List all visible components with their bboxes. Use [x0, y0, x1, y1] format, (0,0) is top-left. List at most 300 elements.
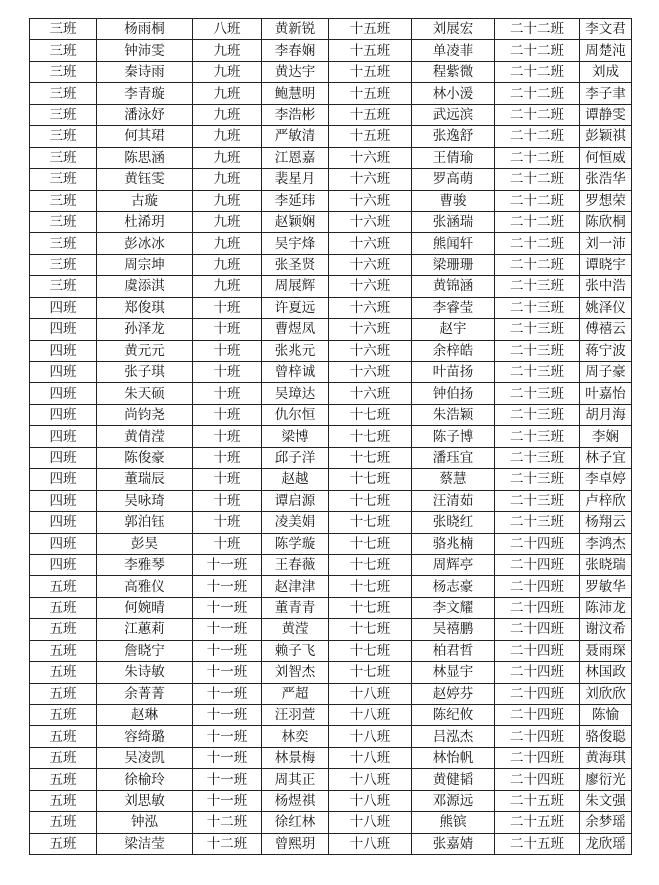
class-cell: 二十二班 — [495, 40, 580, 61]
class-cell: 十班 — [193, 447, 262, 468]
class-cell: 十六班 — [329, 169, 412, 190]
class-cell: 十班 — [193, 340, 262, 361]
class-cell: 二十二班 — [495, 211, 580, 232]
class-cell: 十七班 — [329, 447, 412, 468]
class-cell: 二十三班 — [495, 319, 580, 340]
student-cell: 李春娴 — [262, 40, 329, 61]
student-cell: 严敏清 — [262, 126, 329, 147]
class-cell: 十五班 — [329, 40, 412, 61]
student-cell: 陈愉 — [580, 705, 632, 726]
class-cell: 十一班 — [193, 640, 262, 661]
student-cell: 李青璇 — [97, 83, 193, 104]
class-cell: 五班 — [30, 790, 97, 811]
class-cell: 十七班 — [329, 512, 412, 533]
class-cell: 十五班 — [329, 104, 412, 125]
student-cell: 余梓皓 — [412, 340, 495, 361]
class-cell: 二十二班 — [495, 19, 580, 40]
student-cell: 骆兆楠 — [412, 533, 495, 554]
student-cell: 赖子飞 — [262, 640, 329, 661]
class-cell: 九班 — [193, 211, 262, 232]
table-row — [30, 104, 632, 125]
student-cell: 张逸舒 — [412, 126, 495, 147]
student-cell: 郑俊琪 — [97, 297, 193, 318]
student-cell: 杨志豪 — [412, 576, 495, 597]
class-cell: 十八班 — [329, 812, 412, 833]
student-cell: 王倩瑜 — [412, 147, 495, 168]
class-cell: 十五班 — [329, 83, 412, 104]
class-cell: 四班 — [30, 362, 97, 383]
student-cell: 黄新锐 — [262, 19, 329, 40]
class-cell: 二十四班 — [495, 705, 580, 726]
student-cell: 谭晓宇 — [580, 254, 632, 275]
student-cell: 林子宜 — [580, 447, 632, 468]
class-cell: 二十二班 — [495, 233, 580, 254]
class-cell: 十六班 — [329, 147, 412, 168]
class-cell: 二十二班 — [495, 147, 580, 168]
student-cell: 吴凌凯 — [97, 747, 193, 768]
student-cell: 曾梓诚 — [262, 362, 329, 383]
table-row — [30, 147, 632, 168]
student-cell: 陈思涵 — [97, 147, 193, 168]
class-cell: 十二班 — [193, 833, 262, 854]
student-cell: 朱浩颖 — [412, 404, 495, 425]
class-cell: 五班 — [30, 833, 97, 854]
roster-sheet — [29, 18, 631, 855]
class-cell: 十班 — [193, 469, 262, 490]
class-cell: 十八班 — [329, 790, 412, 811]
class-cell: 二十四班 — [495, 554, 580, 575]
table-row — [30, 833, 632, 854]
class-cell: 二十四班 — [495, 640, 580, 661]
class-cell: 二十二班 — [495, 254, 580, 275]
table-row — [30, 619, 632, 640]
class-cell: 三班 — [30, 169, 97, 190]
table-row — [30, 490, 632, 511]
class-cell: 五班 — [30, 769, 97, 790]
class-cell: 二十三班 — [495, 362, 580, 383]
class-cell: 十六班 — [329, 211, 412, 232]
class-cell: 十五班 — [329, 61, 412, 82]
student-cell: 张圣贤 — [262, 254, 329, 275]
class-cell: 二十四班 — [495, 769, 580, 790]
student-cell: 林国政 — [580, 662, 632, 683]
student-cell: 刘展宏 — [412, 19, 495, 40]
class-cell: 十七班 — [329, 576, 412, 597]
table-row — [30, 554, 632, 575]
class-cell: 二十三班 — [495, 512, 580, 533]
table-row — [30, 190, 632, 211]
table-row — [30, 19, 632, 40]
table-row — [30, 40, 632, 61]
student-cell: 高雅仪 — [97, 576, 193, 597]
class-cell: 十一班 — [193, 683, 262, 704]
class-cell: 九班 — [193, 61, 262, 82]
student-cell: 潘泳妤 — [97, 104, 193, 125]
table-row — [30, 512, 632, 533]
student-cell: 虞添淇 — [97, 276, 193, 297]
class-cell: 十一班 — [193, 597, 262, 618]
student-cell: 黄锦涵 — [412, 276, 495, 297]
class-cell: 三班 — [30, 233, 97, 254]
student-cell: 叶苗扬 — [412, 362, 495, 383]
student-cell: 钟泓 — [97, 812, 193, 833]
table-row — [30, 319, 632, 340]
class-cell: 九班 — [193, 147, 262, 168]
class-cell: 九班 — [193, 233, 262, 254]
student-cell: 赵津津 — [262, 576, 329, 597]
class-cell: 十五班 — [329, 126, 412, 147]
class-cell: 二十二班 — [495, 104, 580, 125]
student-cell: 刘思敏 — [97, 790, 193, 811]
class-cell: 二十三班 — [495, 297, 580, 318]
student-cell: 江蕙莉 — [97, 619, 193, 640]
student-cell: 陈俊豪 — [97, 447, 193, 468]
table-row — [30, 362, 632, 383]
student-cell: 杨翔云 — [580, 512, 632, 533]
class-cell: 四班 — [30, 469, 97, 490]
student-cell: 傅禧云 — [580, 319, 632, 340]
table-row — [30, 447, 632, 468]
table-row — [30, 533, 632, 554]
class-cell: 五班 — [30, 683, 97, 704]
class-cell: 二十二班 — [495, 169, 580, 190]
student-cell: 武远滨 — [412, 104, 495, 125]
class-cell: 十班 — [193, 319, 262, 340]
student-cell: 赵宇 — [412, 319, 495, 340]
student-cell: 廖衍光 — [580, 769, 632, 790]
class-cell: 十班 — [193, 512, 262, 533]
student-cell: 吴禧鹏 — [412, 619, 495, 640]
table-row — [30, 340, 632, 361]
class-cell: 十一班 — [193, 705, 262, 726]
table-row — [30, 297, 632, 318]
student-cell: 陈纪攸 — [412, 705, 495, 726]
class-cell: 三班 — [30, 126, 97, 147]
student-cell: 古璇 — [97, 190, 193, 211]
class-cell: 十六班 — [329, 383, 412, 404]
class-cell: 五班 — [30, 619, 97, 640]
table-row — [30, 233, 632, 254]
table-row — [30, 254, 632, 275]
student-cell: 李文耀 — [412, 597, 495, 618]
student-cell: 邓源远 — [412, 790, 495, 811]
student-cell: 周楚沌 — [580, 40, 632, 61]
class-cell: 二十四班 — [495, 662, 580, 683]
class-cell: 十六班 — [329, 362, 412, 383]
table-row — [30, 812, 632, 833]
class-cell: 二十四班 — [495, 683, 580, 704]
table-row — [30, 83, 632, 104]
class-cell: 二十二班 — [495, 190, 580, 211]
class-cell: 十班 — [193, 490, 262, 511]
student-cell: 黄倩滢 — [97, 426, 193, 447]
student-cell: 余梦瑶 — [580, 812, 632, 833]
class-cell: 四班 — [30, 404, 97, 425]
student-cell: 刘欣欣 — [580, 683, 632, 704]
class-cell: 十七班 — [329, 597, 412, 618]
table-row — [30, 747, 632, 768]
student-cell: 彭颖祺 — [580, 126, 632, 147]
class-cell: 九班 — [193, 254, 262, 275]
class-cell: 九班 — [193, 104, 262, 125]
student-cell: 刘一沛 — [580, 233, 632, 254]
student-cell: 杨煜祺 — [262, 790, 329, 811]
class-cell: 二十四班 — [495, 533, 580, 554]
student-cell: 李延玮 — [262, 190, 329, 211]
student-cell: 容绮璐 — [97, 726, 193, 747]
student-cell: 汪清茹 — [412, 490, 495, 511]
class-cell: 十六班 — [329, 233, 412, 254]
student-cell: 张晓红 — [412, 512, 495, 533]
student-cell: 刘智杰 — [262, 662, 329, 683]
class-cell: 十七班 — [329, 554, 412, 575]
class-cell: 十一班 — [193, 554, 262, 575]
class-cell: 十八班 — [329, 833, 412, 854]
class-cell: 十八班 — [329, 683, 412, 704]
student-cell: 董瑞辰 — [97, 469, 193, 490]
roster-table — [29, 18, 632, 855]
student-cell: 罗想荣 — [580, 190, 632, 211]
table-row — [30, 426, 632, 447]
class-cell: 五班 — [30, 640, 97, 661]
table-row — [30, 726, 632, 747]
class-cell: 三班 — [30, 61, 97, 82]
student-cell: 梁博 — [262, 426, 329, 447]
student-cell: 孙泽龙 — [97, 319, 193, 340]
table-row — [30, 211, 632, 232]
student-cell: 王春薇 — [262, 554, 329, 575]
student-cell: 陈子博 — [412, 426, 495, 447]
class-cell: 十七班 — [329, 533, 412, 554]
class-cell: 十八班 — [329, 726, 412, 747]
student-cell: 朱诗敏 — [97, 662, 193, 683]
class-cell: 二十三班 — [495, 404, 580, 425]
student-cell: 谭静雯 — [580, 104, 632, 125]
student-cell: 汪羽萱 — [262, 705, 329, 726]
student-cell: 罗敏华 — [580, 576, 632, 597]
class-cell: 四班 — [30, 340, 97, 361]
student-cell: 秦诗雨 — [97, 61, 193, 82]
student-cell: 赵琳 — [97, 705, 193, 726]
student-cell: 钟沛雯 — [97, 40, 193, 61]
student-cell: 黄钰雯 — [97, 169, 193, 190]
student-cell: 卢梓欣 — [580, 490, 632, 511]
class-cell: 十班 — [193, 362, 262, 383]
student-cell: 张嘉婧 — [412, 833, 495, 854]
class-cell: 二十五班 — [495, 812, 580, 833]
student-cell: 张子琪 — [97, 362, 193, 383]
class-cell: 十一班 — [193, 769, 262, 790]
table-row — [30, 790, 632, 811]
student-cell: 余菁菁 — [97, 683, 193, 704]
student-cell: 李鸿杰 — [580, 533, 632, 554]
student-cell: 李浩彬 — [262, 104, 329, 125]
class-cell: 二十二班 — [495, 83, 580, 104]
student-cell: 陈欣桐 — [580, 211, 632, 232]
student-cell: 朱天硕 — [97, 383, 193, 404]
student-cell: 曹骏 — [412, 190, 495, 211]
student-cell: 赵婷芬 — [412, 683, 495, 704]
student-cell: 詹晓宁 — [97, 640, 193, 661]
student-cell: 熊闻轩 — [412, 233, 495, 254]
student-cell: 陈学璇 — [262, 533, 329, 554]
class-cell: 五班 — [30, 597, 97, 618]
class-cell: 五班 — [30, 747, 97, 768]
student-cell: 何恒威 — [580, 147, 632, 168]
class-cell: 十一班 — [193, 726, 262, 747]
student-cell: 张中浩 — [580, 276, 632, 297]
class-cell: 十八班 — [329, 705, 412, 726]
student-cell: 吕泓杰 — [412, 726, 495, 747]
class-cell: 十班 — [193, 426, 262, 447]
student-cell: 谭启源 — [262, 490, 329, 511]
class-cell: 九班 — [193, 190, 262, 211]
class-cell: 二十三班 — [495, 383, 580, 404]
student-cell: 何其珺 — [97, 126, 193, 147]
class-cell: 五班 — [30, 576, 97, 597]
roster-body — [30, 19, 632, 855]
class-cell: 十六班 — [329, 319, 412, 340]
class-cell: 十二班 — [193, 812, 262, 833]
student-cell: 严超 — [262, 683, 329, 704]
student-cell: 蒋宁波 — [580, 340, 632, 361]
student-cell: 江恩嘉 — [262, 147, 329, 168]
student-cell: 仇尔恒 — [262, 404, 329, 425]
class-cell: 四班 — [30, 533, 97, 554]
student-cell: 柏君哲 — [412, 640, 495, 661]
table-row — [30, 469, 632, 490]
class-cell: 十六班 — [329, 190, 412, 211]
student-cell: 裴星月 — [262, 169, 329, 190]
table-row — [30, 640, 632, 661]
class-cell: 三班 — [30, 40, 97, 61]
class-cell: 四班 — [30, 383, 97, 404]
class-cell: 五班 — [30, 812, 97, 833]
class-cell: 三班 — [30, 276, 97, 297]
class-cell: 四班 — [30, 447, 97, 468]
student-cell: 梁洁莹 — [97, 833, 193, 854]
student-cell: 潘珏宜 — [412, 447, 495, 468]
class-cell: 五班 — [30, 726, 97, 747]
class-cell: 二十四班 — [495, 576, 580, 597]
student-cell: 程紫微 — [412, 61, 495, 82]
class-cell: 二十三班 — [495, 426, 580, 447]
class-cell: 十一班 — [193, 747, 262, 768]
student-cell: 张晓瑞 — [580, 554, 632, 575]
student-cell: 周展辉 — [262, 276, 329, 297]
class-cell: 二十四班 — [495, 726, 580, 747]
student-cell: 朱文强 — [580, 790, 632, 811]
class-cell: 二十四班 — [495, 597, 580, 618]
class-cell: 四班 — [30, 319, 97, 340]
student-cell: 杜浠玥 — [97, 211, 193, 232]
student-cell: 黄元元 — [97, 340, 193, 361]
student-cell: 曾熙玥 — [262, 833, 329, 854]
table-row — [30, 169, 632, 190]
student-cell: 周其正 — [262, 769, 329, 790]
student-cell: 刘成 — [580, 61, 632, 82]
student-cell: 蔡慧 — [412, 469, 495, 490]
student-cell: 彭冰冰 — [97, 233, 193, 254]
class-cell: 十七班 — [329, 640, 412, 661]
class-cell: 三班 — [30, 104, 97, 125]
student-cell: 黄健韬 — [412, 769, 495, 790]
class-cell: 十六班 — [329, 254, 412, 275]
class-cell: 十六班 — [329, 276, 412, 297]
student-cell: 赵越 — [262, 469, 329, 490]
class-cell: 五班 — [30, 662, 97, 683]
student-cell: 彭昊 — [97, 533, 193, 554]
student-cell: 林小湲 — [412, 83, 495, 104]
class-cell: 三班 — [30, 19, 97, 40]
student-cell: 郭泊钰 — [97, 512, 193, 533]
class-cell: 三班 — [30, 211, 97, 232]
student-cell: 林奕 — [262, 726, 329, 747]
student-cell: 龙欣瑶 — [580, 833, 632, 854]
student-cell: 鲍慧明 — [262, 83, 329, 104]
class-cell: 十班 — [193, 383, 262, 404]
class-cell: 三班 — [30, 190, 97, 211]
student-cell: 梁珊珊 — [412, 254, 495, 275]
student-cell: 周宗坤 — [97, 254, 193, 275]
table-row — [30, 705, 632, 726]
class-cell: 三班 — [30, 147, 97, 168]
class-cell: 二十三班 — [495, 469, 580, 490]
class-cell: 十一班 — [193, 662, 262, 683]
student-cell: 周子豪 — [580, 362, 632, 383]
class-cell: 十八班 — [329, 747, 412, 768]
student-cell: 熊镔 — [412, 812, 495, 833]
class-cell: 八班 — [193, 19, 262, 40]
class-cell: 十一班 — [193, 576, 262, 597]
class-cell: 十七班 — [329, 662, 412, 683]
class-cell: 十五班 — [329, 19, 412, 40]
student-cell: 张涵瑞 — [412, 211, 495, 232]
class-cell: 十六班 — [329, 340, 412, 361]
student-cell: 赵颖娴 — [262, 211, 329, 232]
student-cell: 李睿莹 — [412, 297, 495, 318]
class-cell: 九班 — [193, 126, 262, 147]
student-cell: 李雅琴 — [97, 554, 193, 575]
class-cell: 三班 — [30, 83, 97, 104]
class-cell: 二十四班 — [495, 619, 580, 640]
class-cell: 九班 — [193, 40, 262, 61]
student-cell: 徐红林 — [262, 812, 329, 833]
class-cell: 十班 — [193, 404, 262, 425]
class-cell: 十七班 — [329, 619, 412, 640]
class-cell: 十班 — [193, 533, 262, 554]
class-cell: 四班 — [30, 297, 97, 318]
student-cell: 胡月海 — [580, 404, 632, 425]
table-row — [30, 769, 632, 790]
student-cell: 黄滢 — [262, 619, 329, 640]
class-cell: 二十三班 — [495, 276, 580, 297]
class-cell: 十八班 — [329, 769, 412, 790]
class-cell: 九班 — [193, 276, 262, 297]
class-cell: 十七班 — [329, 426, 412, 447]
student-cell: 邱子洋 — [262, 447, 329, 468]
table-row — [30, 597, 632, 618]
class-cell: 十一班 — [193, 619, 262, 640]
student-cell: 徐榆玲 — [97, 769, 193, 790]
class-cell: 四班 — [30, 554, 97, 575]
student-cell: 董青青 — [262, 597, 329, 618]
student-cell: 黄达宇 — [262, 61, 329, 82]
student-cell: 单凌菲 — [412, 40, 495, 61]
table-row — [30, 683, 632, 704]
table-row — [30, 576, 632, 597]
student-cell: 姚泽仪 — [580, 297, 632, 318]
